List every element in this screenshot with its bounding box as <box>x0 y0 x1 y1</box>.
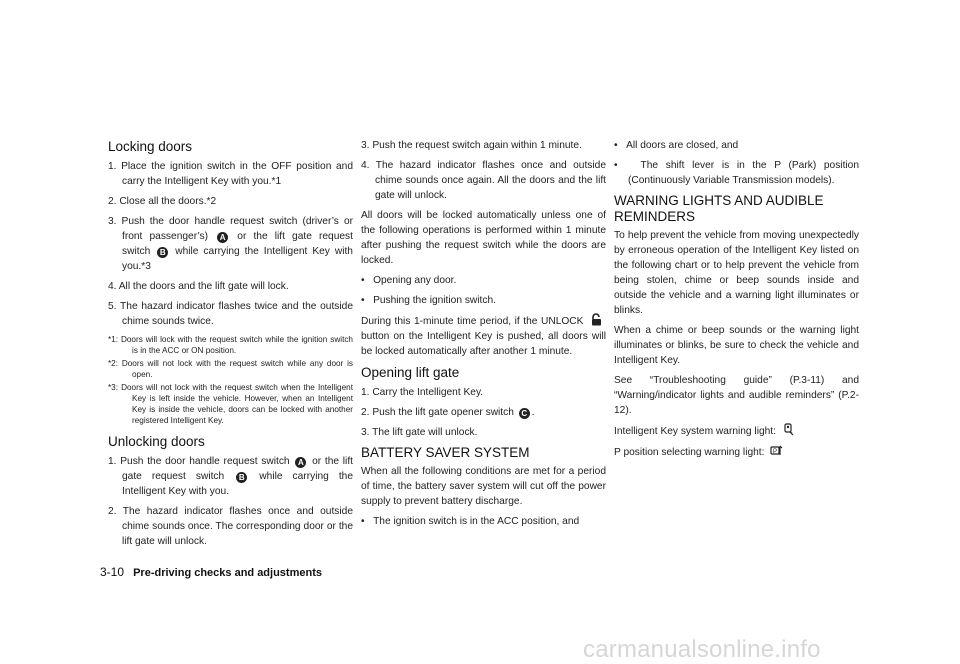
lift-step-3: 3. The lift gate will unlock. <box>361 427 478 438</box>
lock-step-3-text-b: or the lift gate request switch <box>122 231 353 257</box>
p-position-warning-light-line: P position selecting warning light: P <box>614 444 859 460</box>
page-number: 3-10 <box>100 565 125 579</box>
unlocking-doors-heading: Unlocking doors <box>108 434 205 449</box>
footnote-2: *2: Doors will not lock with the request switch while any door is open. <box>108 359 353 379</box>
unlock-step-2: 2. The hazard indicator flashes once and outside chime sounds once. The corresponding door or the lift gate will unlock. <box>108 506 353 547</box>
section-title: Pre-driving checks and adjustments <box>133 567 322 579</box>
unlock-step-1-text-c: while carrying the Intelligent Key with you. <box>122 471 353 497</box>
warning-lights-heading: WARNING LIGHTS AND AUDIBLE REMINDERS <box>614 193 824 224</box>
footnote-3: *3: Doors will not lock with the request switch when the Intelligent Key is left inside the vehicle. However, when an Intelligent Key is inside the vehicle, doors can be locked with another registered Intelligent Key. <box>108 383 353 425</box>
lock-step-5: 5. The hazard indicator flashes twice and the outside chime sounds twice. <box>108 301 353 327</box>
auto-lock-paragraph: All doors will be locked automatically unless one of the following operations is performed within 1 minute after pushing the request switch while the doors are locked. <box>361 210 606 266</box>
lock-step-2: 2. Close all the doors.*2 <box>108 196 217 207</box>
warning-para-3: See “Troubleshooting guide” (P.3-11) and “Warning/indicator lights and audible reminders” (P.2-12). <box>614 375 859 416</box>
warning-para-1: To help prevent the vehicle from moving unexpectedly by erroneous operation of the Intelligent Key listed on the following chart or to help prevent the vehicle from being stolen, chime or beep sounds inside and outside the vehicle and a warning light illuminates or blinks. <box>614 230 859 316</box>
marker-a-icon: A <box>295 457 306 468</box>
unlock-step-1-text-b: or the lift gate request switch <box>122 456 353 482</box>
lock-step-3-text-a: 3. Push the door handle request switch (driver’s or front passenger’s) <box>108 216 353 242</box>
locking-doors-heading: Locking doors <box>108 139 193 154</box>
marker-c-icon: C <box>519 408 530 419</box>
lift-step-2: 2. Push the lift gate opener switch C . <box>361 407 535 418</box>
footnote-1: *1: Doors will lock with the request switch while the ignition switch is in the ACC or ON position. <box>108 335 353 355</box>
bullet-pushing-ignition: • Pushing the ignition switch. <box>361 295 496 306</box>
bullet-ignition-acc: • The ignition switch is in the ACC position, and <box>361 516 580 527</box>
warning-para-2: When a chime or beep sounds or the warning light illuminates or blinks, be sure to check the vehicle and Intelligent Key. <box>614 325 859 366</box>
unlock-step-1 <box>108 454 353 499</box>
lock-step-1: 1. Place the ignition switch in the OFF position and carry the Intelligent Key with you.*1 <box>108 161 353 187</box>
unlock-step-3: 3. Push the request switch again within 1 minute. <box>361 140 582 151</box>
lift-step-1: 1. Carry the Intelligent Key. <box>361 387 484 398</box>
bullet-opening-door: • Opening any door. <box>361 275 457 286</box>
page-footer <box>100 565 322 579</box>
lock-step-3 <box>108 214 353 274</box>
bullet-doors-closed: • All doors are closed, and <box>614 140 739 151</box>
ikey-warning-light-line: Intelligent Key system warning light: <box>614 423 859 439</box>
p-position-warning-icon <box>770 444 783 457</box>
unlock-step-4: 4. The hazard indicator flashes once and outside chime sounds once again. All the doors and the lift gate will unlock. <box>361 160 606 201</box>
marker-a-icon: A <box>217 232 228 243</box>
right-column <box>614 138 859 465</box>
key-warning-icon <box>782 423 795 436</box>
lock-step-3-text-c: while carrying the Intelligent Key with you.*3 <box>122 246 353 272</box>
bullet-shift-lever: • The shift lever is in the P (Park) position (Continuously Variable Transmission models). <box>614 160 859 186</box>
marker-b-icon: B <box>157 247 168 258</box>
battery-saver-heading: BATTERY SAVER SYSTEM <box>361 445 530 460</box>
unlock-step-1-text-a: 1. Push the door handle request switch <box>108 456 290 467</box>
opening-lift-gate-heading: Opening lift gate <box>361 365 460 380</box>
marker-b-icon: B <box>236 472 247 483</box>
lock-step-4: 4. All the doors and the lift gate will lock. <box>108 281 289 292</box>
svg-text:P: P <box>773 449 778 455</box>
unlock-timer-paragraph: During this 1-minute time period, if the UNLOCK button on the Intelligent Key is pushed, all doors will be locked automatically after another 1 minute. <box>361 313 606 359</box>
middle-column <box>361 138 606 534</box>
watermark: carmanualsonline.info <box>583 636 821 663</box>
battery-saver-paragraph: When all the following conditions are met for a period of time, the battery saver system will cut off the power supply to prevent battery discharge. <box>361 466 606 507</box>
left-column <box>108 138 353 554</box>
unlock-padlock-icon <box>590 313 603 326</box>
